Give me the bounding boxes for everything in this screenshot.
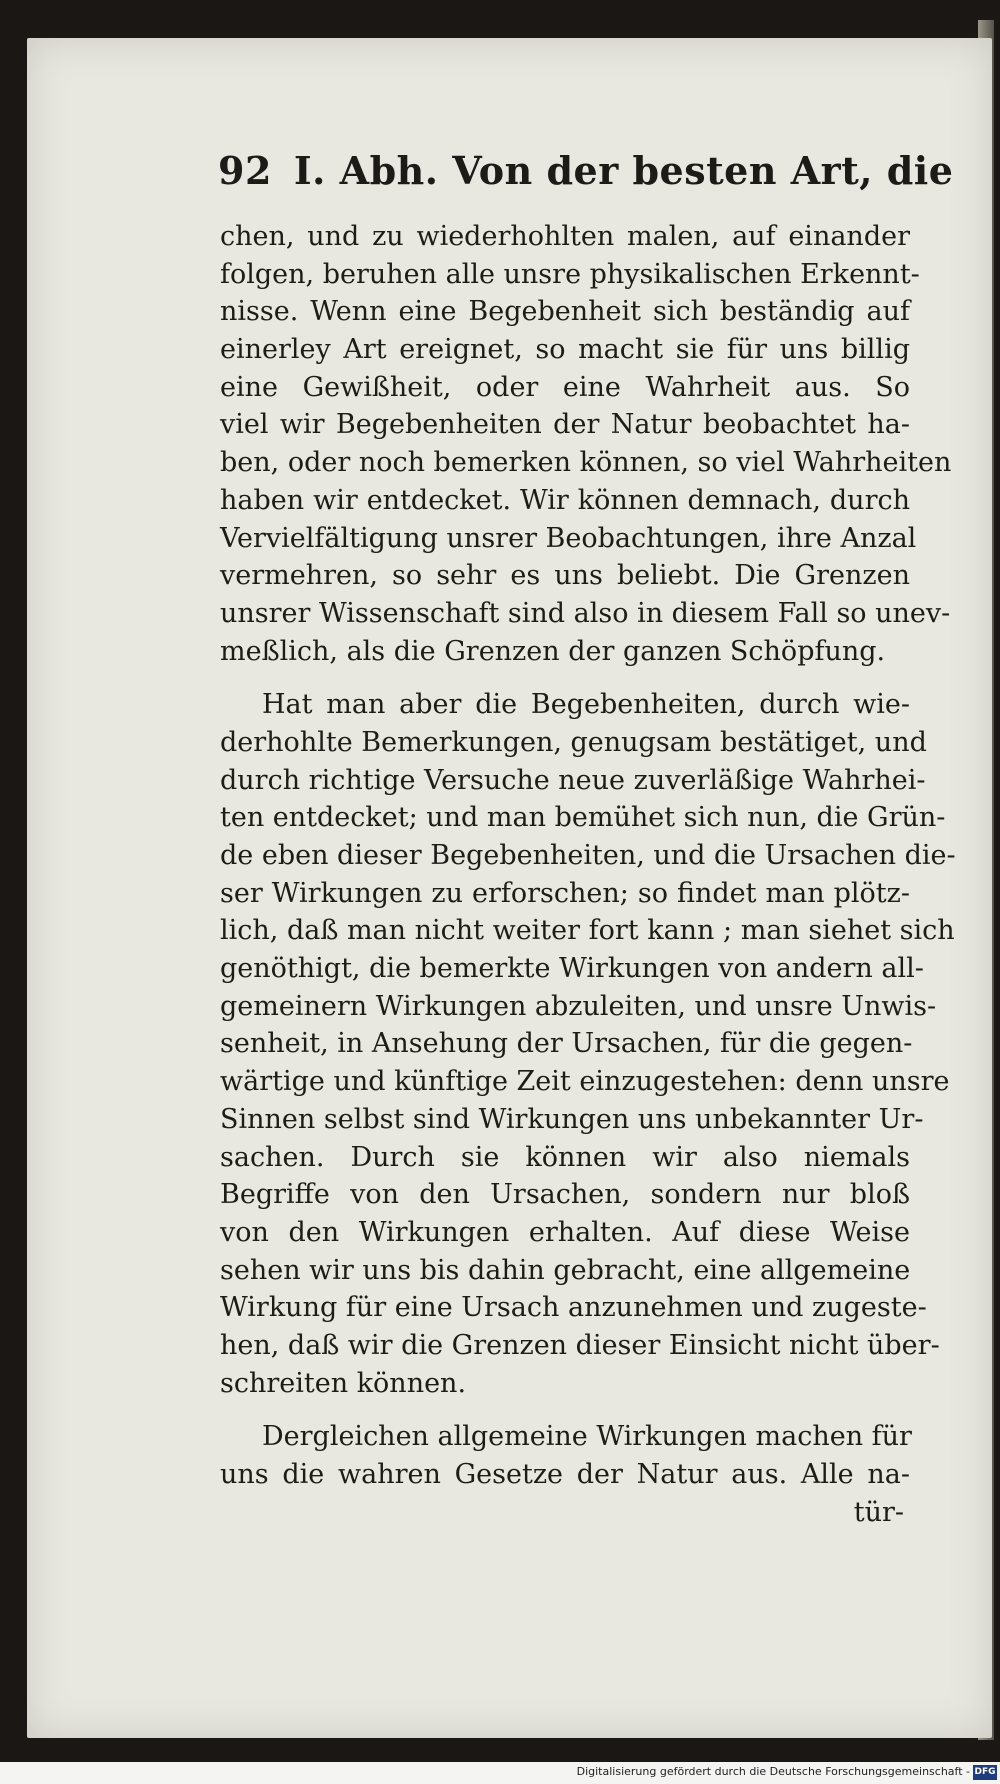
text-line: unsrer Wissenschaft sind also in diesem Fall so unev-: [220, 597, 951, 629]
text-line: uns die wahren Gesetze der Natur aus. Alle na-: [220, 1459, 910, 1490]
text-line: meßlich, als die Grenzen der ganzen Schöpfung.: [220, 635, 886, 667]
text-line: Hat man aber die Begebenheiten, durch wie-: [262, 689, 910, 721]
text-line: Sinnen selbst sind Wirkungen uns unbekannter Ur-: [220, 1103, 924, 1135]
text-line: von den Wirkungen erhalten. Auf diese Weise: [220, 1216, 910, 1248]
text-line: viel wir Begebenheiten der Natur beobachtet ha-: [220, 409, 910, 441]
text-line: haben wir entdecket. Wir können demnach, durch: [220, 484, 910, 516]
text-line: einerley Art ereignet, so macht sie für uns billig: [220, 334, 910, 366]
text-line: derhohlte Bemerkungen, genugsam bestätiget, und: [220, 726, 927, 758]
text-line: nisse. Wenn eine Begebenheit sich beständig auf: [220, 296, 910, 328]
text-line: durch richtige Versuche neue zuverläßige Wahrhei-: [220, 764, 926, 796]
text-line: sehen wir uns bis dahin gebracht, eine allgemeine: [220, 1254, 911, 1286]
text-line: lich, daß man nicht weiter fort kann ; man siehet sich: [220, 915, 955, 947]
paragraph-gap: [220, 1402, 910, 1418]
text-line: gemeinern Wirkungen abzuleiten, und unsre Unwis-: [220, 990, 937, 1022]
text-line: wärtige und künftige Zeit einzugestehen: denn unsre: [220, 1066, 950, 1098]
text-line: ben, oder noch bemerken können, so viel Wahrheiten: [220, 447, 952, 479]
page-number: 92: [218, 148, 272, 193]
text-line: Vervielfältigung unsrer Beobachtungen, ihre Anzal: [220, 522, 917, 554]
paragraph-3: [220, 1418, 910, 1531]
text-line: hen, daß wir die Grenzen dieser Einsicht nicht über-: [220, 1329, 940, 1361]
text-line: schreiten können.: [220, 1367, 467, 1399]
catchword: tür-: [853, 1496, 904, 1528]
running-head-title: I. Abh. Von der besten Art, die: [293, 148, 954, 193]
dfg-logo-icon: DFG: [973, 1765, 997, 1780]
text-line: de eben dieser Begebenheiten, und die Ursachen die-: [220, 840, 956, 871]
paragraph-gap: [220, 670, 910, 686]
paragraph-1: [220, 218, 952, 670]
digitization-footer: [0, 1762, 1000, 1784]
text-line: genöthigt, die bemerkte Wirkungen von andern all-: [220, 953, 924, 985]
text-line: ser Wirkungen zu erforschen; so findet man plötz-: [220, 877, 910, 909]
body-text: [220, 218, 956, 1531]
running-header: [218, 148, 954, 198]
text-line: sachen. Durch sie können wir also niemals: [220, 1141, 910, 1173]
text-line: Dergleichen allgemeine Wirkungen machen für: [262, 1421, 912, 1453]
text-line: senheit, in Ansehung der Ursachen, für die gegen-: [220, 1028, 913, 1060]
text-line: Wirkung für eine Ursach anzunehmen und zugeste-: [220, 1292, 927, 1324]
text-line: folgen, beruhen alle unsre physikalischen Erkennt-: [220, 258, 920, 290]
funding-credit: Digitalisierung gefördert durch die Deutsche Forschungsgemeinschaft -: [576, 1765, 970, 1778]
text-line: eine Gewißheit, oder eine Wahrheit aus. So: [220, 371, 910, 403]
text-line: Begriffe von den Ursachen, sondern nur bloß: [220, 1179, 910, 1211]
text-line: vermehren, so sehr es uns beliebt. Die Grenzen: [220, 560, 910, 592]
paragraph-2: [220, 686, 956, 1402]
text-line: chen, und zu wiederhohlten malen, auf einander: [220, 221, 910, 252]
text-line: ten entdecket; und man bemühet sich nun, die Grün-: [220, 802, 946, 834]
